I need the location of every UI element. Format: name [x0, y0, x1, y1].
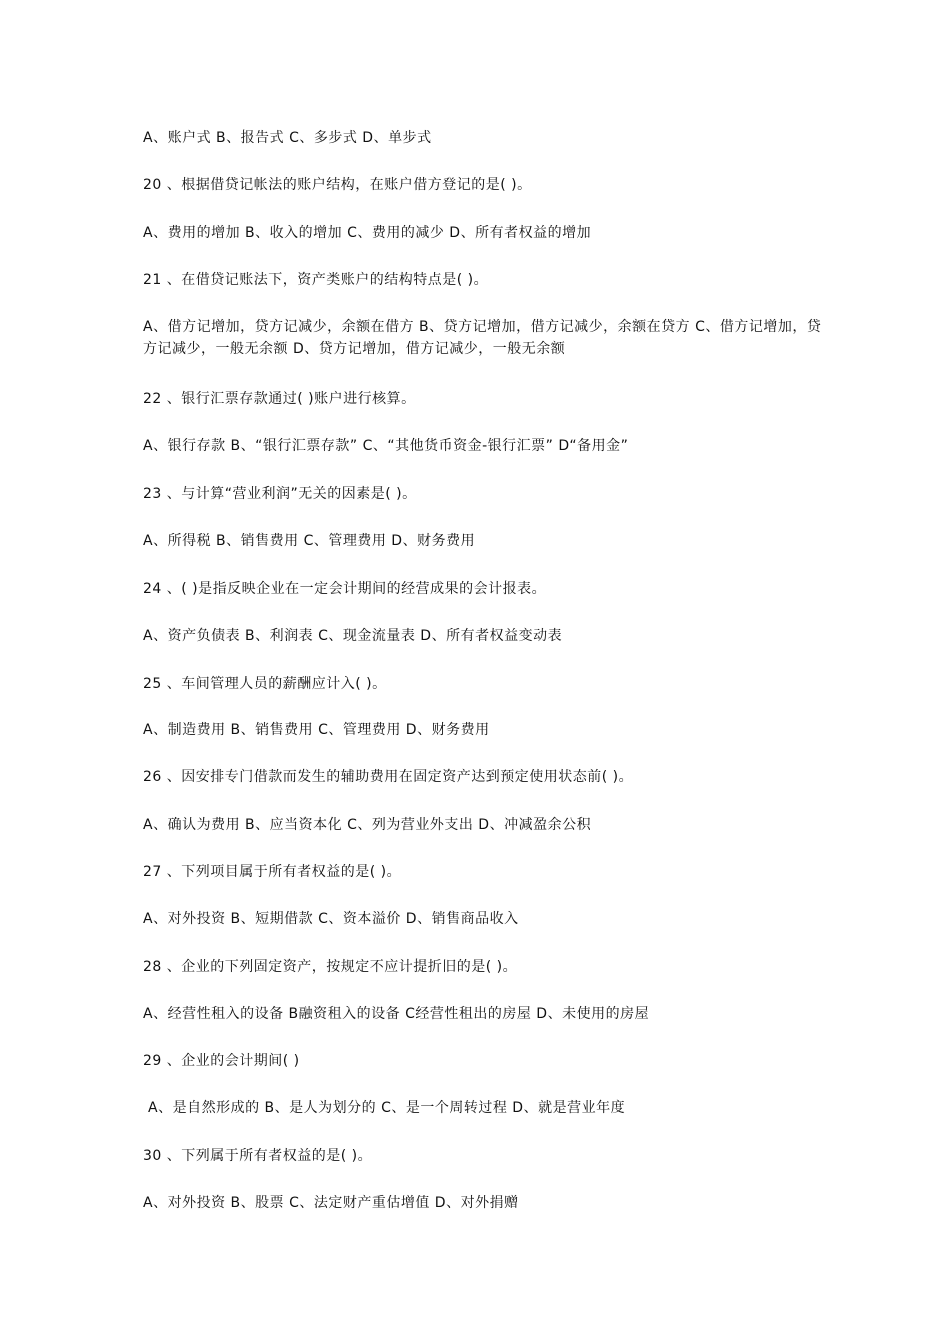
- answer-options-22: A、银行存款 B、“银行汇票存款” C、“其他货币资金-银行汇票” D“备用金”: [143, 438, 629, 454]
- question-26: 26 、因安排专门借款而发生的辅助费用在固定资产达到预定使用状态前( )。: [143, 769, 634, 785]
- answer-options-25: A、制造费用 B、销售费用 C、管理费用 D、财务费用: [143, 722, 490, 738]
- answer-options-30: A、对外投资 B、股票 C、法定财产重估增值 D、对外捐赠: [143, 1195, 519, 1211]
- question-22: 22 、银行汇票存款通过( )账户进行核算。: [143, 391, 416, 407]
- answer-options-19: A、账户式 B、报告式 C、多步式 D、单步式: [143, 130, 432, 146]
- answer-options-29: A、是自然形成的 B、是人为划分的 C、是一个周转过程 D、就是营业年度: [148, 1100, 626, 1116]
- answer-options-26: A、确认为费用 B、应当资本化 C、列为营业外支出 D、冲减盈余公积: [143, 817, 592, 833]
- answer-options-21: A、借方记增加，贷方记减少，余额在借方 B、贷方记增加，借方记减少，余额在贷方 C、借方记增加，贷方记减少，一般无余额 D、贷方记增加，借方记减少，一般无余额: [143, 319, 822, 357]
- question-21: 21 、在借贷记账法下，资产类账户的结构特点是( )。: [143, 272, 489, 288]
- question-29: 29 、企业的会计期间( ): [143, 1053, 300, 1069]
- question-20: 20 、根据借贷记帐法的账户结构，在账户借方登记的是( )。: [143, 177, 532, 193]
- question-27: 27 、下列项目属于所有者权益的是( )。: [143, 864, 402, 880]
- question-30: 30 、下列属于所有者权益的是( )。: [143, 1148, 373, 1164]
- answer-options-23: A、所得税 B、销售费用 C、管理费用 D、财务费用: [143, 533, 476, 549]
- question-24: 24 、( )是指反映企业在一定会计期间的经营成果的会计报表。: [143, 581, 547, 597]
- answer-options-24: A、资产负债表 B、利润表 C、现金流量表 D、所有者权益变动表: [143, 628, 563, 644]
- answer-options-20: A、费用的增加 B、收入的增加 C、费用的减少 D、所有者权益的增加: [143, 225, 592, 241]
- question-23: 23 、与计算“营业利润”无关的因素是( )。: [143, 486, 417, 502]
- answer-options-27: A、对外投资 B、短期借款 C、资本溢价 D、销售商品收入: [143, 911, 519, 927]
- answer-options-28: A、经营性租入的设备 B融资租入的设备 C经营性租出的房屋 D、未使用的房屋: [143, 1006, 650, 1022]
- question-28: 28 、企业的下列固定资产，按规定不应计提折旧的是( )。: [143, 959, 518, 975]
- question-25: 25 、车间管理人员的薪酬应计入( )。: [143, 676, 387, 692]
